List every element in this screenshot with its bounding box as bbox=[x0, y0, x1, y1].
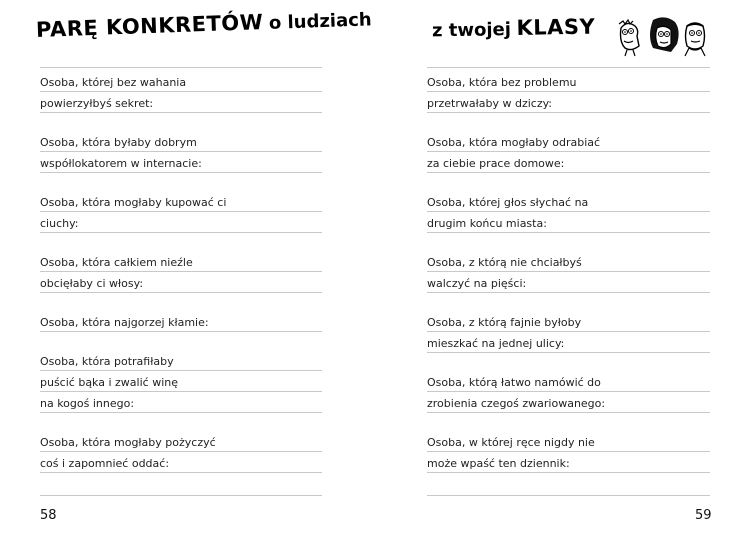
ruled-line bbox=[427, 91, 710, 92]
ruled-line bbox=[40, 495, 322, 496]
question-text: zrobienia czegoś zwariowanego: bbox=[427, 397, 606, 410]
ruled-line bbox=[427, 67, 710, 68]
ruled-line bbox=[40, 112, 322, 113]
ruled-line bbox=[427, 451, 710, 452]
ruled-line bbox=[427, 412, 710, 413]
ruled-line bbox=[40, 472, 322, 473]
ruled-line bbox=[427, 271, 710, 272]
question-text: na kogoś innego: bbox=[40, 397, 135, 410]
ruled-line bbox=[40, 391, 322, 392]
question-text: przetrwałaby w dziczy: bbox=[427, 97, 553, 110]
question-text: powierzyłbyś sekret: bbox=[40, 97, 154, 110]
question-text: Osoba, w której ręce nigdy nie bbox=[427, 436, 595, 449]
question-text: ciuchy: bbox=[40, 217, 79, 230]
question-text: coś i zapomnieć oddać: bbox=[40, 457, 170, 470]
title-right-big: KLASY bbox=[516, 14, 596, 40]
ruled-line bbox=[40, 271, 322, 272]
ruled-line bbox=[427, 391, 710, 392]
question-text: Osoba, której głos słychać na bbox=[427, 196, 589, 209]
question-text: Osoba, która byłaby dobrym bbox=[40, 136, 197, 149]
ruled-line bbox=[427, 151, 710, 152]
ruled-line bbox=[427, 172, 710, 173]
question-text: współlokatorem w internacie: bbox=[40, 157, 202, 170]
ruled-line bbox=[40, 331, 322, 332]
question-text: puścić bąka i zwalić winę bbox=[40, 376, 178, 389]
question-text: walczyć na pięści: bbox=[427, 277, 527, 290]
ruled-line bbox=[40, 232, 322, 233]
ruled-line bbox=[427, 112, 710, 113]
ruled-line bbox=[427, 292, 710, 293]
question-text: może wpaść ten dziennik: bbox=[427, 457, 570, 470]
ruled-line bbox=[427, 472, 710, 473]
page-title-left bbox=[36, 6, 372, 42]
question-text: Osoba, która najgorzej kłamie: bbox=[40, 316, 209, 329]
ruled-line bbox=[40, 91, 322, 92]
ruled-line bbox=[40, 211, 322, 212]
question-text: mieszkać na jednej ulicy: bbox=[427, 337, 565, 350]
ruled-line bbox=[40, 67, 322, 68]
question-text: Osoba, która bez problemu bbox=[427, 76, 577, 89]
question-text: Osoba, która mogłaby odrabiać bbox=[427, 136, 601, 149]
three-cartoon-faces-icon bbox=[613, 14, 713, 58]
question-text: Osoba, z którą nie chciałbyś bbox=[427, 256, 582, 269]
question-text: Osoba, która całkiem nieźle bbox=[40, 256, 193, 269]
page-title-right bbox=[432, 15, 596, 42]
ruled-line bbox=[427, 232, 710, 233]
ruled-line bbox=[40, 151, 322, 152]
ruled-line bbox=[40, 172, 322, 173]
question-text: Osoba, która mogłaby kupować ci bbox=[40, 196, 227, 209]
question-text: Osoba, która potrafiłaby bbox=[40, 355, 174, 368]
right-page bbox=[375, 0, 750, 540]
ruled-line bbox=[427, 331, 710, 332]
question-text: drugim końcu miasta: bbox=[427, 217, 547, 230]
question-text: Osoba, która mogłaby pożyczyć bbox=[40, 436, 216, 449]
title-right-small: z twojej bbox=[431, 19, 512, 42]
page-number-right: 59 bbox=[695, 508, 712, 523]
question-text: za ciebie prace domowe: bbox=[427, 157, 565, 170]
ruled-line bbox=[40, 292, 322, 293]
ruled-line bbox=[40, 412, 322, 413]
question-text: obcięłaby ci włosy: bbox=[40, 277, 144, 290]
ruled-line bbox=[427, 352, 710, 353]
title-left-small: o ludziach bbox=[268, 9, 373, 34]
ruled-line bbox=[40, 451, 322, 452]
title-left-big: PARĘ KONKRETÓW bbox=[35, 10, 264, 42]
ruled-line bbox=[40, 370, 322, 371]
question-text: Osoba, której bez wahania bbox=[40, 76, 187, 89]
ruled-line bbox=[427, 211, 710, 212]
page-number-left: 58 bbox=[40, 508, 57, 523]
question-text: Osoba, z którą fajnie byłoby bbox=[427, 316, 582, 329]
ruled-line bbox=[427, 495, 710, 496]
question-text: Osoba, którą łatwo namówić do bbox=[427, 376, 601, 389]
